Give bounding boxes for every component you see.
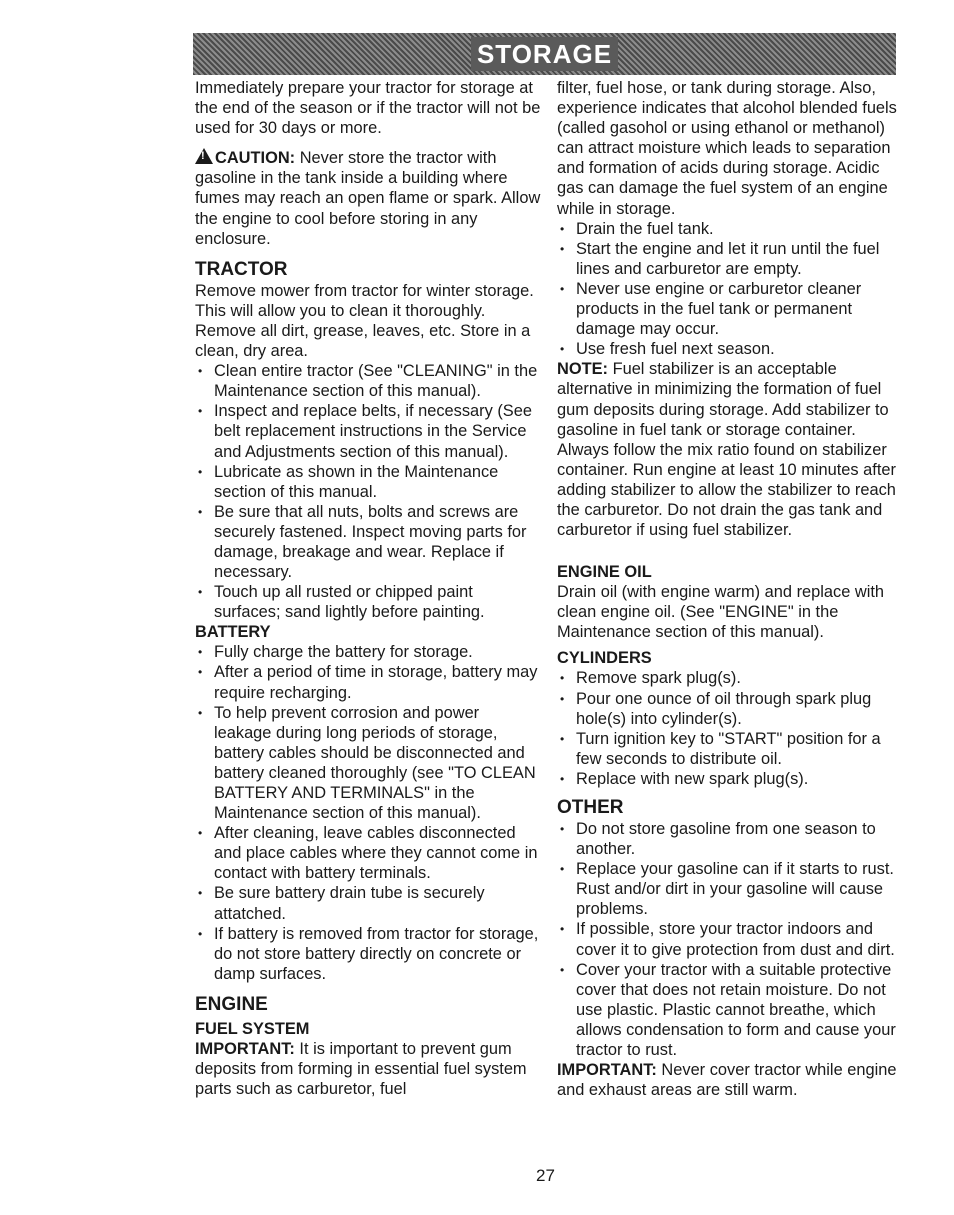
note-text: Fuel stabilizer is an acceptable alternative in minimizing the formation of fuel gum deposits during storage. Add stabilizer to gasoline in fuel tank or storage container. Always follow the mix ratio found on stabilizer container. Run engine at least 10 minutes after adding stabilizer to allow the stabilizer to reach the carburetor. Do not drain the gas tank and carburetor if using fuel stabilizer. bbox=[557, 360, 896, 540]
list-item: • Cover your tractor with a suitable protective cover that does not retain moisture. Do not use plastic. Plastic cannot breathe, which allows condensation to form and cause your tractor to rust. bbox=[557, 960, 900, 1060]
other-list bbox=[557, 819, 900, 1060]
tractor-list bbox=[195, 361, 541, 622]
left-column bbox=[195, 78, 541, 1099]
tractor-heading: TRACTOR bbox=[195, 258, 288, 280]
list-item: • Do not store gasoline from one season to another. bbox=[557, 819, 900, 859]
important-label: IMPORTANT: bbox=[195, 1039, 295, 1058]
list-item: • Replace your gasoline can if it starts to rust. Rust and/or dirt in your gasoline will cause problems. bbox=[557, 859, 900, 919]
page-title: STORAGE bbox=[471, 37, 618, 71]
list-item: • Drain the fuel tank. bbox=[557, 219, 900, 239]
engine-oil-heading: ENGINE OIL bbox=[557, 563, 652, 582]
list-item: • To help prevent corrosion and power leakage during long periods of storage, battery cables should be disconnected and battery cleaned thoroughly (see "TO CLEAN BATTERY AND TERMINALS" in the Maintenance section of this manual). bbox=[195, 703, 541, 824]
fuel-system-paragraph bbox=[195, 1039, 541, 1099]
list-item: • Replace with new spark plug(s). bbox=[557, 769, 900, 789]
note-paragraph bbox=[557, 359, 900, 540]
page-number: 27 bbox=[536, 1166, 555, 1185]
list-item: • Turn ignition key to "START" position for a few seconds to distribute oil. bbox=[557, 729, 900, 769]
engine-oil-paragraph: Drain oil (with engine warm) and replace with clean engine oil. (See "ENGINE" in the Maintenance section of this manual). bbox=[557, 583, 885, 642]
caution-text: Never store the tractor with gasoline in the tank inside a building where fumes may reach an open flame or spark. Allow the engine to cool before storing in any enclosure. bbox=[195, 149, 541, 248]
fuel-continued-paragraph: filter, fuel hose, or tank during storage. Also, experience indicates that alcohol blended fuels (called gasohol or using ethanol or methanol) can attract moisture which leads to separation and formation of acids during storage. Acidic gas can damage the fuel system of an engine while in storage. bbox=[557, 79, 897, 218]
tractor-paragraph: Remove mower from tractor for winter storage. This will allow you to clean it thoroughly. Remove all dirt, grease, leaves, etc. Store in a clean, dry area. bbox=[195, 281, 534, 361]
list-item: • Remove spark plug(s). bbox=[557, 668, 900, 688]
list-item: • Be sure that all nuts, bolts and screws are securely fastened. Inspect moving parts for damage, breakage and wear. Replace if necessary. bbox=[195, 502, 541, 582]
list-item: • After cleaning, leave cables disconnected and place cables where they cannot come in contact with battery terminals. bbox=[195, 823, 541, 883]
list-item: • After a period of time in storage, battery may require recharging. bbox=[195, 662, 541, 702]
list-item: • If possible, store your tractor indoors and cover it to give protection from dust and dirt. bbox=[557, 919, 900, 959]
list-item: • Be sure battery drain tube is securely attatched. bbox=[195, 883, 541, 923]
cylinders-list bbox=[557, 668, 900, 789]
intro-paragraph: Immediately prepare your tractor for storage at the end of the season or if the tractor will not be used for 30 days or more. bbox=[195, 79, 541, 138]
battery-list bbox=[195, 642, 541, 984]
battery-heading: BATTERY bbox=[195, 623, 271, 642]
list-item: • Touch up all rusted or chipped paint surfaces; sand lightly before painting. bbox=[195, 582, 541, 622]
warning-triangle-icon bbox=[195, 148, 213, 164]
list-item: • If battery is removed from tractor for storage, do not store battery directly on concrete or damp surfaces. bbox=[195, 924, 541, 984]
list-item: • Fully charge the battery for storage. bbox=[195, 642, 541, 662]
caution-label: CAUTION: bbox=[215, 149, 296, 168]
list-item: • Use fresh fuel next season. bbox=[557, 339, 900, 359]
engine-heading: ENGINE bbox=[195, 993, 268, 1015]
important-label: IMPORTANT: bbox=[557, 1061, 657, 1080]
list-item: • Pour one ounce of oil through spark plug hole(s) into cylinder(s). bbox=[557, 689, 900, 729]
fuel-system-heading: FUEL SYSTEM bbox=[195, 1019, 310, 1038]
list-item: • Inspect and replace belts, if necessary (See belt replacement instructions in the Service and Adjustments section of this manual). bbox=[195, 401, 541, 461]
list-item: • Start the engine and let it run until the fuel lines and carburetor are empty. bbox=[557, 239, 900, 279]
other-heading: OTHER bbox=[557, 797, 624, 818]
list-item: • Lubricate as shown in the Maintenance section of this manual. bbox=[195, 462, 541, 502]
list-item: • Never use engine or carburetor cleaner products in the fuel tank or permanent damage may occur. bbox=[557, 279, 900, 339]
note-label: NOTE: bbox=[557, 360, 608, 379]
fuel-list bbox=[557, 219, 900, 360]
cylinders-heading: CYLINDERS bbox=[557, 649, 652, 668]
caution-paragraph bbox=[195, 148, 541, 248]
storage-banner bbox=[193, 33, 896, 75]
important-paragraph bbox=[557, 1060, 900, 1100]
right-column bbox=[557, 78, 900, 1100]
fuel-system-text: It is important to prevent gum deposits from forming in essential fuel system parts such as carburetor, fuel bbox=[195, 1039, 527, 1099]
important-text: Never cover tractor while engine and exhaust areas are still warm. bbox=[557, 1061, 897, 1100]
list-item: • Clean entire tractor (See "CLEANING" in the Maintenance section of this manual). bbox=[195, 361, 541, 401]
